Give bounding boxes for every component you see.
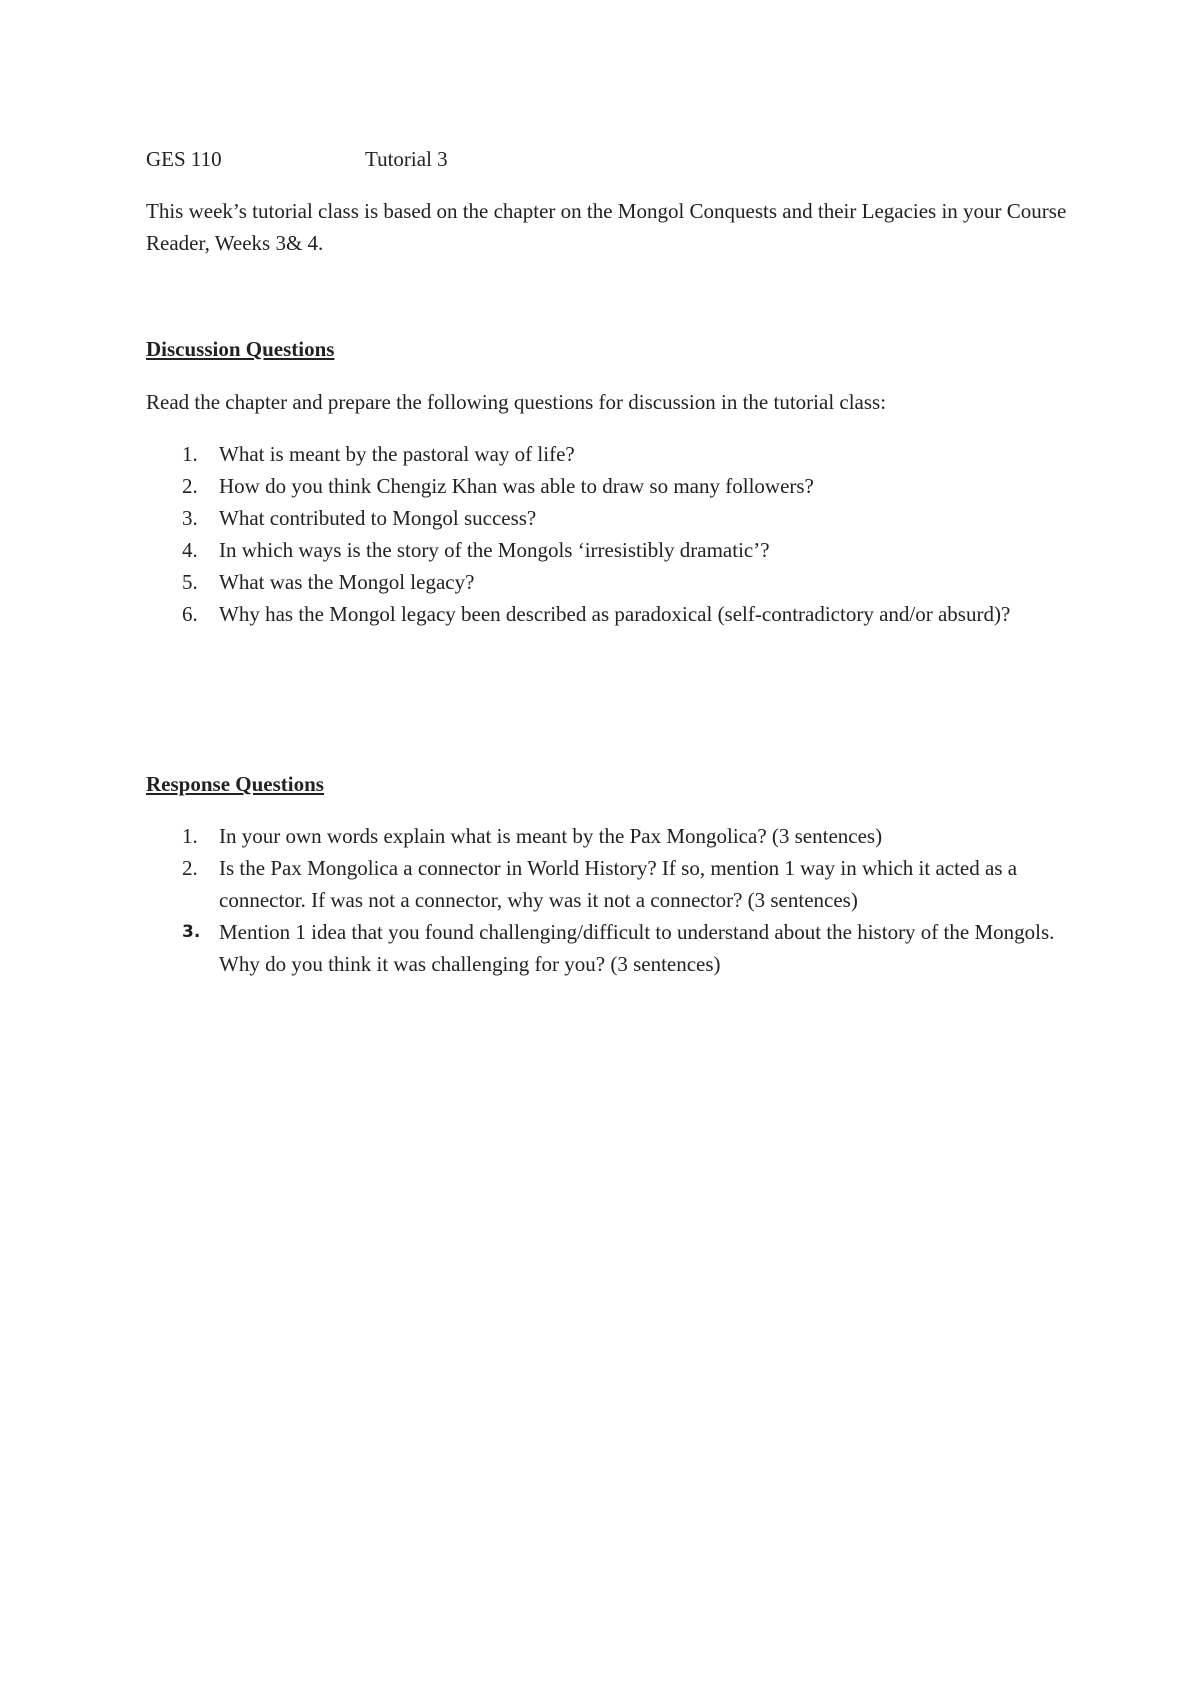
list-item	[146, 566, 1086, 598]
item-text: How do you think Chengiz Khan was able to draw so many followers?	[219, 474, 814, 498]
list-item	[146, 502, 1086, 534]
item-number: 1.	[182, 442, 198, 466]
item-number: 2.	[182, 474, 198, 498]
item-text: What is meant by the pastoral way of life?	[219, 442, 575, 466]
item-number: 5.	[182, 570, 198, 594]
item-text: In which ways is the story of the Mongols ‘irresistibly dramatic’?	[219, 538, 770, 562]
item-number: 1.	[182, 824, 198, 848]
discussion-question-list	[146, 438, 1086, 630]
item-number: 3.	[182, 922, 201, 942]
item-text: Is the Pax Mongolica a connector in World History? If so, mention 1 way in which it acted as a connector. If was not a connector, why was it not a connector? (3 sentences)	[219, 856, 1018, 912]
item-number: 2.	[182, 856, 198, 880]
item-number: 6.	[182, 602, 198, 626]
discussion-lead: Read the chapter and prepare the following questions for discussion in the tutorial class:	[146, 390, 887, 414]
item-text: Why has the Mongol legacy been described as paradoxical (self-contradictory and/or absurd)?	[219, 602, 1011, 626]
list-item	[146, 470, 1086, 502]
response-question-list	[146, 820, 1086, 980]
item-text: What contributed to Mongol success?	[219, 506, 537, 530]
item-number: 4.	[182, 538, 198, 562]
tutorial-label: Tutorial 3	[365, 147, 448, 171]
response-heading: Response Questions	[146, 772, 324, 796]
item-text: What was the Mongol legacy?	[219, 570, 475, 594]
list-item	[146, 916, 1086, 980]
list-item	[146, 534, 1086, 566]
document-header	[146, 143, 1086, 175]
item-text: Mention 1 idea that you found challenging/difficult to understand about the history of the Mongols. Why do you think it was challenging for you? (3 sentences)	[219, 920, 1055, 976]
list-item	[146, 820, 1086, 852]
list-item	[146, 438, 1086, 470]
list-item	[146, 852, 1086, 916]
list-item	[146, 598, 1086, 630]
course-code: GES 110	[146, 147, 222, 171]
item-text: In your own words explain what is meant by the Pax Mongolica? (3 sentences)	[219, 824, 883, 848]
discussion-heading: Discussion Questions	[146, 337, 335, 361]
intro-paragraph: This week’s tutorial class is based on the chapter on the Mongol Conquests and their Legacies in your Course Reader, Weeks 3& 4.	[146, 199, 1067, 255]
item-number: 3.	[182, 506, 198, 530]
